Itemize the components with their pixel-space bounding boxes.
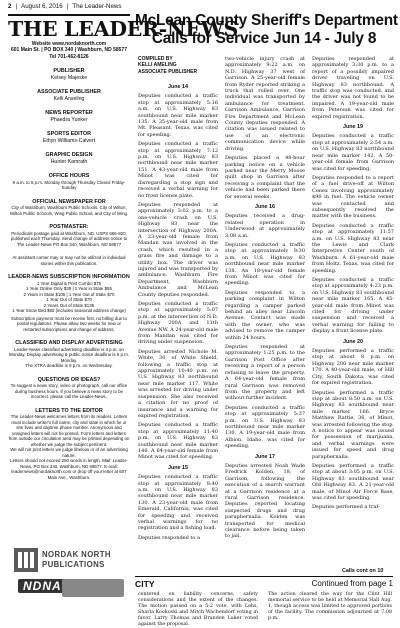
paragraph: Deputies conducted a traffic stop at approximately 5:37 p.m. on U.S. Highway 83 northbound near mile marker 130. A 19-year-old male from Albion, Idaho, was cited for speeding. [225,404,305,450]
subscription-line: 1 Year Digital & Print Combo $75 [36,280,102,286]
paragraph: Deputies responded to a [138,534,200,541]
date-heading: June 14 [167,84,189,90]
subscription-line: 1 Year Snow Bird $60 (includes seasonal address change) [12,308,126,314]
page-header [8,3,122,10]
questions-ideas [8,377,130,400]
paragraph: Deputies conducted a traffic stop at approximately 11:57 a.m. on U.S. Highway 83 near the Lewis and Clark Interpretive Center south of Washburn. A 61-year-old male from Holtz, Texas, was cited for speeding. [312,222,394,274]
paragraph: Deputies conducted a traffic stop at approximately 9:30 a.m. on U.S. Highway 83 northbound near mile marker 138. An 18-year-old female from Minot was cited for speeding. [225,241,305,287]
article-headline [135,12,398,48]
nordak-north-logo-icon [14,548,38,572]
staff-publisher [8,68,130,81]
classified-advertising [8,340,130,369]
paragraph: Deputies responded to a report of a fuel drive-off at Wilton Cenex involving approximately $90 in fuel. The vehicle owner was contacted and subsequently resolved the matter with the business. [312,174,394,220]
paper-name: The Leader-News [72,3,122,10]
section-text: Letters should not exceed 250 words in length. Mail: Leader-News, PO Box 340, Washburn, ND 58577. E-mail: leadernews@nordaknorth.com or drop off your letter at 607 Main Ave., Washburn. [10,458,128,480]
paragraph: Deputies arrested Nichole M. White, 30, of White Shield, following a traffic stop at approximately 10:40 p.m. on U.S. Highway 83 northbound near mile marker 117. White was arrested for driving under suspension. She also received a citation for no proof of insurance and a warning for expired registration. [138,348,218,419]
continued-jump-line: Calls cont on 10 [342,568,384,574]
masthead-info [8,41,130,60]
section-heading: LETTERS TO THE EDITOR [35,407,103,414]
office-hours [8,173,130,191]
staff-role: NEWS REPORTER [45,110,93,117]
section-text: At assistant corner may or may not be utilized in individual stories within this publication. [12,255,126,266]
paragraph: Deputies conducted a traffic stop at approximately 2:54 a.m. on U.S. Highway 83 northbound near mile marker 142. A 50-year-old female from Garrison was cited for speeding. [312,133,394,172]
section-heading: LEADER-NEWS SUBSCRIPTION INFORMATION [8,274,130,281]
nordak-north-logo-text [42,550,111,570]
paragraph: Deputies conducted a traffic stop at approximately 11:40 p.m. on U.S. Highway 83 southbound near mile marker 146. A 64-year-old female from Minot was cited for speeding. [138,422,218,461]
section-text: Leader-News classified advertising deadline is 3 p.m. on Monday. Display advertising & public notice deadline is 5 p.m. Monday. [9,346,129,363]
paragraph: Deputies responded at approximately 3:02 p.m. to a one-vehicle crash on U.S. Highway 83 near the intersection of Highway 200A. A 23-year-old female from Mandan was involved in the crash, which resulted in a grass fire and damage to a utility box. The driver was injured and was transported by ambulance. Washburn Fire Department, Washburn Ambulance and McLean County deputies responded. [138,201,218,298]
ndna-badge-icon: NDNA [18,579,67,593]
city-column-2: The action cleared the way for the Clint Hill memorial service to be held at Memorial Hall Aug. 1, though access was limited to approved portions of the facility. The commission adjourned at 7:08 p.m. [268,592,392,621]
paragraph: Deputies responded at approximately 1:25 p.m. to the Garrison Post Office after receiving a report of a person refusing to leave the property. A 64-year-old female from rural Garrison was removed from the property and left without further incident. [225,344,305,402]
subscription-line: 1 Year Out of State $70 [46,297,92,303]
logo-line: PUBLICATIONS [42,560,105,569]
section-text: The Leader-News welcomes letters from its readers. Letters must include writer's full name, city and state in which he or she lives and daytime phone number. Anonymous and unsigned letters will not be printed. Form letters and letters from outside our circulation area may be printed depending on whether we judge the subject pertinent. [8,414,130,447]
city-heading: CITY [135,579,155,589]
subscription-note: Subscription payment must be receive first, no billing due to postal regulations. Please allow two weeks for new or restarted subscriptions and change of address. [11,315,127,332]
date-heading: June 16 [254,203,276,210]
subscription-line: 2 Years Out of State $135 [43,302,95,308]
staff-graphic-design [8,152,130,165]
section-divider [135,576,393,577]
assistant-note [8,255,130,266]
staff-name: Ethyn Williams-Calvert [42,137,96,144]
website: Website www.nordaknorth.com [31,41,107,47]
section-heading: POSTMASTER: [49,224,89,231]
article-column-2 [225,56,305,543]
date-heading: June 19 [342,124,364,131]
paragraph: Deputies placed a 48-hour parking notice on a vehicle parked near the Merry Moose quilt shop in Garrison after receiving a complaint that the vehicle had been parked there for several weeks. [225,155,305,200]
staff-news-reporter [8,110,130,123]
staff-name: Hunter Kamrath [50,158,88,165]
staff-role: SPORTS EDITOR [47,131,91,138]
staff-name: Kelsey Majeske [50,74,88,81]
paragraph: Deputies arrested Noah Wade Fredrick Kolden, 18, of Garrison, following the execution of a search warrant at a Garrison residence at a rural Garrison residence. Deputies reported locating suspected drugs and drug paraphernalia. Kolden was transported for medical clearance before being taken to jail. [225,462,305,540]
paragraph: Deputies conducted a traffic stop at approximately 8:40 a.m. on U.S. Highway 83 southbound near mile marker 130. A 23-year-old male from Emerald, California, was cited for speeding and received verbal warnings for no registration and a fishing load. [138,474,218,532]
issue-date: August 6, 2016 [21,3,63,10]
section-text: City of Washburn, Washburn Public Schools, City of Wilton, Wilton Public Schools, Wing Public School, and City of Wing. [9,205,129,216]
paragraph: two-vehicle injury crash at approximately 9:22 a.m. on N.D. Highway 37 west of Garrison. A 25-year-old female from Ryder reported striking a truck that rolled over. One individual was transported by ambulance for treatment. Garrison Ambulance, Garrison Fire Department and McLean County deputies responded. A citation was issued related to use of an electronic communication device while driving. [225,56,305,152]
address: 601 Main St. | PO BOX 340 | Washburn, ND 58577 [11,47,127,54]
headline-line: Calls for Service Jun 14 - July 8 [151,30,377,47]
staff-sports-editor [8,131,130,144]
section-text: To suggest a news story, video or photograph, call our office during business hours. If you believe a news story to be incorrect, please call the Leader-News. [10,383,128,400]
staff-associate-publisher [8,89,130,102]
article-column-1 [138,84,218,544]
section-text: We will not print letters we judge libelous or of an advertising nature. [10,447,128,458]
official-newspaper [8,199,130,217]
section-heading: OFFICE HOURS [48,173,90,180]
paragraph: Deputies conducted a traffic stop at approximately 5:16 a.m. on U.S. Highway 83 southbound near mile marker 135. A 35-year-old male from Mt. Pleasant, Texas, was cited for speeding. [138,93,218,138]
separator: | [15,3,18,10]
date-heading: June 20 [342,338,364,345]
city-continued: Continued from page 1 [311,579,393,588]
paragraph: Deputies performed a traffic stop at about 8:50 a.m. on U.S. Highway 83 southbound near mile marker 166. Bryce Matthew Rattie, 36, of Minot, was arrested following the stop. A notice to appear was issued for possession of marijuana, and verbal warnings were issued for speed and drug paraphernalia. [312,389,394,460]
date-heading: June 17 [254,453,276,460]
paragraph: Deputies performed a traffic stop at about 3:05 p.m. on U.S. Highway 83 southbound near Old Highway 83. A 21-year-old male, of Minot Air Force Base, was cited for speeding. [312,462,394,501]
byline-title: ASSOCIATE PUBLISHER [138,68,198,75]
paragraph: Deputies conducted a traffic stop at approximately 5:07 p.m. at the intersection of N.D. Highway 200A and 11th Avenue NW. A 24-year-old male from Mandan was cited for driving under suspension. [138,301,218,346]
postmaster [8,224,130,247]
subscription-info [8,274,130,332]
letters-to-editor [8,408,130,481]
staff-role: ASSOCIATE PUBLISHER [37,89,101,96]
paragraph: Deputies received a drug-related operation in Underwood at approximately 3:08 a.m. [225,213,305,239]
paragraph: Deputies conducted a traffic stop at approximately 4:23 p.m. on U.S. Highway 83 southbound near mile marker 165. A 45-year-old male from Minot was cited for driving under suspension and received a verbal warning for failing to display a front license plate. [312,277,394,335]
staff-role: GRAPHIC DESIGN [45,152,93,159]
separator: | [66,3,69,10]
article-byline [138,56,218,75]
city-column-1: centered on liability concerns, safety considerations and the extent of the changes. The motion passed on a 5-2 vote, with Lehs, Sharla Kookoski and Mitch Wachendorf voting in favor. Larry Thomas and Brandon Luker voted against the proposal. [138,592,258,627]
article-column-3 [312,56,394,514]
subscription-line: 1 Year Online Only $35 | 1 Year in State $55 [26,286,112,292]
publisher-logos [14,548,126,600]
section-text: 9 a.m. to 5 p.m. Monday through Thursday Closed Friday-Sunday [12,179,126,191]
headline-line: McLean County Sheriff's Department [135,12,398,29]
masthead-title: THE LEADER-NEWS [8,14,130,40]
section-heading: OFFICIAL NEWSPAPER FOR [32,198,106,205]
logo-line: NORDAK NORTH [42,550,111,559]
section-heading: QUESTIONS OR IDEAS? [37,376,101,383]
ndna-emblem [62,579,124,597]
section-heading: CLASSIFIED AND DISPLAY ADVERTISING [15,340,123,347]
paragraph: Deputies responded to a parking complaint in Wilton regarding a camper parked behind an alley near Lincoln Avenue. Contact was made with the owner, who was advised to remove the camper within 24 hours. [225,289,305,341]
staff-name: Kelli Anseling [53,95,85,102]
section-text: Periodicals postage paid at Washburn, ND. USPS 666-820, published each Thursday. Send change of address notice to The Leader-News PO Box 340, Washburn, ND 58577 [10,230,128,247]
subscription-line: 2 Years in State $105 | 1 Year Out of State $70 [23,291,115,297]
paragraph: Deputies performed a traffic stop at about 8 p.m. on Highway 200 near mile marker 170. A 40-year-old male, of Hill City, South Dakota, was cited for expired registration. [312,348,394,387]
paragraph: Deputies responded at approximately 3:30 p.m. to a report of a possibly impaired driver traveling on U.S. Highway 83 northbound. A traffic stop was conducted, and the driver was not found to be impaired. A 19-year-old male from Peterson was cited for expired registration. [312,56,394,120]
staff-name: Phaedra Yunker [50,116,88,123]
date-heading: June 15 [167,464,189,471]
page-number: 2 [8,3,12,10]
byline-name: KELLI AMELING [138,62,177,69]
staff-role: PUBLISHER [53,68,85,75]
section-text: The XTRA deadline is 5 p.m. on Wednesday. [25,363,113,369]
telephone: Tel 701-462-8126 [49,53,89,60]
byline-label: COMPILED BY [138,56,173,62]
paragraph: Deputies performed a traf- [312,504,380,511]
paragraph: Deputies conducted a traffic stop at approximately 7:12 p.m. on U.S. Highway 83 northbound near mile marker 151. A 43-year-old male from Minot was cited for disregarding a stop sign and received a verbal warning for no front license plate. [138,141,218,199]
